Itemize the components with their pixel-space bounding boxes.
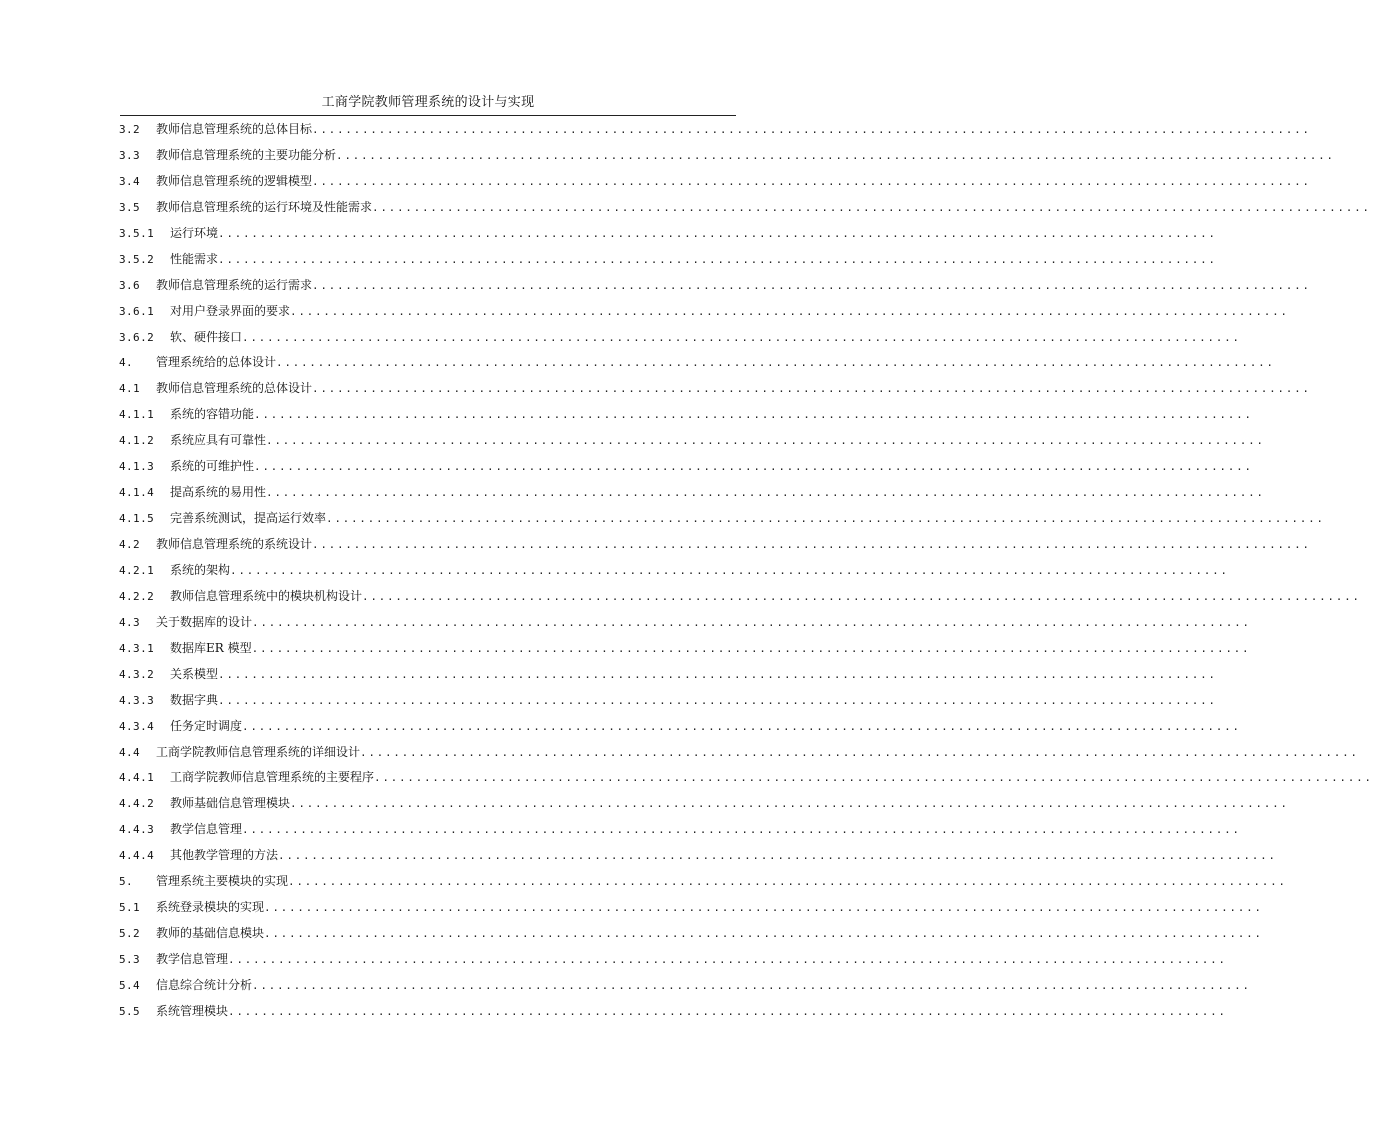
toc-entry-title: 教师信息管理系统的运行环境及性能需求	[156, 199, 373, 214]
toc-entry[interactable]	[119, 896, 1263, 922]
toc-entry-title: 系统应具有可靠性	[170, 433, 267, 448]
toc-entry-title: 运行环境	[170, 225, 219, 240]
toc-entry-title: 工商学院教师信息管理系统的详细设计	[156, 744, 361, 759]
toc-entry-number: 4.3	[119, 615, 141, 629]
toc-entry[interactable]	[119, 611, 1251, 637]
toc-entry-number: 3.6.2	[119, 330, 155, 344]
toc-dot-leader: ........................................................................................................................	[312, 382, 1311, 396]
toc-entry-title: 教师基础信息管理模块	[170, 796, 291, 811]
toc-entry-number: 5.3	[119, 953, 141, 966]
toc-entry-title: 信息综合统计分析	[156, 977, 253, 992]
toc-dot-leader: ........................................................................................................................	[242, 823, 1241, 837]
toc-entry-title: 教师信息管理系统的系统设计	[156, 537, 313, 551]
toc-entry-title: 数据库ER 模型	[170, 640, 252, 655]
toc-entry[interactable]	[119, 870, 1287, 896]
toc-entry-title: 教学信息管理	[170, 822, 243, 837]
toc-entry-number: 3.2	[119, 123, 141, 136]
toc-entry-title: 关于数据库的设计	[156, 614, 253, 629]
toc-entry-number: 3.5.1	[119, 226, 155, 240]
toc-entry-title: 任务定时调度	[170, 718, 243, 733]
toc-entry[interactable]	[119, 715, 1241, 741]
toc-entry[interactable]	[119, 689, 1217, 715]
toc-entry[interactable]	[119, 326, 1241, 352]
toc-entry-title: 教师信息管理系统的主要功能分析	[156, 147, 337, 162]
toc-dot-leader: ........................................................................................................................	[312, 123, 1311, 136]
toc-dot-leader: ........................................................................................................................	[264, 927, 1263, 941]
toc-dot-leader: ........................................................................................................................	[288, 875, 1287, 889]
toc-entry[interactable]	[119, 118, 1311, 144]
toc-dot-leader: ........................................................................................................................	[218, 226, 1217, 240]
toc-dot-leader: ........................................................................................................................	[290, 304, 1289, 318]
toc-entry-number: 4.1	[119, 382, 141, 396]
toc-entry[interactable]	[119, 663, 1217, 689]
toc-entry-title: 提高系统的易用性	[170, 485, 267, 500]
toc-dot-leader: ........................................................................................................................	[360, 745, 1359, 759]
toc-entry-title: 完善系统测试，提高运行效率	[170, 511, 327, 526]
toc-entry-title: 管理系统主要模块的实现	[156, 874, 289, 889]
toc-entry-title: 教师信息管理系统的总体目标	[156, 122, 313, 136]
toc-dot-leader: ........................................................................................................................	[312, 278, 1311, 292]
toc-dot-leader: ........................................................................................................................	[276, 356, 1275, 370]
toc-dot-leader: ........................................................................................................................	[242, 330, 1241, 344]
toc-entry-number: 4.3.3	[119, 693, 155, 707]
toc-dot-leader: ........................................................................................................................	[266, 486, 1265, 500]
toc-entry-number: 4.2	[119, 538, 141, 551]
toc-entry[interactable]	[119, 170, 1311, 196]
toc-dot-leader: ........................................................................................................................	[362, 589, 1361, 603]
toc-entry[interactable]	[119, 922, 1263, 948]
toc-entry-number: 4.1.1	[119, 408, 155, 422]
toc-entry-number: 4.	[119, 356, 134, 370]
toc-dot-leader: ........................................................................................................................	[254, 460, 1253, 474]
toc-entry[interactable]	[119, 248, 1217, 274]
toc-entry-number: 4.1.4	[119, 486, 155, 500]
toc-entry[interactable]	[119, 1000, 1227, 1026]
toc-dot-leader: ........................................................................................................................	[374, 771, 1373, 785]
toc-entry[interactable]	[119, 300, 1289, 326]
toc-entry-title: 教师信息管理系统的总体设计	[156, 381, 313, 396]
toc-entry-title: 对用户登录界面的要求	[170, 303, 291, 318]
toc-dot-leader: ........................................................................................................................	[251, 641, 1251, 655]
toc-entry[interactable]	[119, 144, 1335, 170]
toc-entry-title: 教师信息管理系统的运行需求	[156, 277, 313, 292]
toc-entry-number: 4.3.4	[119, 719, 155, 733]
toc-entry-number: 3.5.2	[119, 252, 155, 266]
toc-entry[interactable]	[119, 507, 1325, 533]
toc-entry-number: 5.2	[119, 927, 141, 941]
toc-dot-leader: ........................................................................................................................	[252, 615, 1251, 629]
toc-entry-number: 3.6	[119, 278, 141, 292]
toc-entry-title: 其他教学管理的方法	[170, 848, 279, 863]
toc-entry[interactable]	[119, 222, 1217, 248]
toc-entry[interactable]	[119, 637, 1251, 663]
toc-entry-title: 数据字典	[170, 692, 219, 707]
toc-dot-leader: ........................................................................................................................	[312, 174, 1311, 188]
toc-entry-number: 3.3	[119, 148, 141, 162]
toc-entry-number: 4.4	[119, 745, 141, 759]
toc-entry-number: 4.1.2	[119, 434, 155, 448]
toc-entry-number: 3.4	[119, 174, 141, 188]
toc-dot-leader: ........................................................................................................................	[218, 693, 1217, 707]
toc-dot-leader: ........................................................................................................................	[230, 563, 1229, 577]
document-title: 工商学院教师管理系统的设计与实现	[321, 95, 535, 110]
toc-dot-leader: ........................................................................................................................	[218, 667, 1217, 681]
toc-dot-leader: ........................................................................................................................	[326, 512, 1325, 526]
toc-entry-number: 4.3.1	[119, 641, 155, 655]
toc-entry[interactable]	[119, 792, 1289, 818]
toc-entry-title: 系统的可维护性	[170, 459, 255, 474]
running-header	[120, 93, 736, 116]
toc-entry[interactable]	[119, 533, 1311, 559]
toc-entry-number: 5.5	[119, 1004, 141, 1018]
toc-entry-title: 系统登录模块的实现	[156, 900, 265, 915]
toc-entry[interactable]	[119, 585, 1361, 611]
toc-entry-title: 管理系统给的总体设计	[156, 355, 277, 370]
toc-entry[interactable]	[119, 481, 1265, 507]
toc-dot-leader: ........................................................................................................................	[264, 901, 1263, 915]
toc-dot-leader: ........................................................................................................................	[266, 434, 1265, 448]
toc-entry[interactable]	[119, 429, 1265, 455]
toc-entry[interactable]	[119, 274, 1311, 300]
toc-entry[interactable]	[119, 974, 1251, 1000]
toc-entry-title: 系统管理模块	[156, 1003, 229, 1018]
toc-entry-number: 4.4.1	[119, 771, 155, 785]
toc-entry-number: 5.	[119, 875, 134, 889]
toc-entry-number: 4.4.2	[119, 797, 155, 811]
toc-entry[interactable]	[119, 818, 1241, 844]
toc-entry[interactable]	[119, 559, 1229, 585]
toc-entry-number: 4.3.2	[119, 667, 155, 681]
toc-entry-title: 系统的架构	[170, 562, 231, 577]
toc-entry[interactable]	[119, 403, 1253, 429]
toc-entry[interactable]	[119, 196, 1371, 222]
toc-entry-number: 4.1.3	[119, 460, 155, 474]
toc-entry-title: 性能需求	[170, 251, 219, 266]
toc-entry[interactable]	[119, 844, 1277, 870]
toc-entry-title: 系统的容错功能	[170, 407, 255, 422]
toc-entry-title: 教学信息管理	[156, 952, 229, 966]
toc-dot-leader: ........................................................................................................................	[242, 719, 1241, 733]
toc-entry[interactable]	[119, 377, 1311, 403]
toc-entry-title: 教师信息管理系统的逻辑模型	[156, 173, 313, 188]
toc-dot-leader: ........................................................................................................................	[228, 953, 1227, 966]
toc-entry-title: 工商学院教师信息管理系统的主要程序	[170, 770, 375, 785]
toc-dot-leader: ........................................................................................................................	[254, 408, 1253, 422]
toc-dot-leader: ........................................................................................................................	[312, 538, 1311, 551]
toc-entry[interactable]	[119, 766, 1373, 792]
toc-entry-title: 教师信息管理系统中的模块机构设计	[170, 588, 363, 603]
toc-entry-number: 4.4.3	[119, 823, 155, 837]
toc-entry-number: 3.6.1	[119, 304, 155, 318]
toc-entry-number: 4.4.4	[119, 849, 155, 863]
toc-dot-leader: ........................................................................................................................	[278, 849, 1277, 863]
toc-entry-number: 3.5	[119, 200, 141, 214]
toc-entry[interactable]	[119, 455, 1253, 481]
toc-dot-leader: ........................................................................................................................	[372, 200, 1371, 214]
table-of-contents	[119, 118, 1373, 1026]
toc-entry-number: 4.2.2	[119, 589, 155, 603]
toc-entry-title: 软、硬件接口	[170, 329, 243, 344]
toc-entry-title: 关系模型	[170, 666, 219, 681]
toc-entry[interactable]	[119, 351, 1275, 377]
toc-entry-number: 4.1.5	[119, 512, 155, 526]
toc-entry-title: 教师的基础信息模块	[156, 926, 265, 941]
toc-dot-leader: ........................................................................................................................	[336, 148, 1335, 162]
toc-dot-leader: ........................................................................................................................	[290, 797, 1289, 811]
toc-dot-leader: ........................................................................................................................	[218, 252, 1217, 266]
toc-entry-number: 5.4	[119, 978, 141, 992]
toc-entry[interactable]	[119, 948, 1227, 974]
toc-entry-number: 5.1	[119, 901, 141, 915]
toc-dot-leader: ........................................................................................................................	[228, 1004, 1227, 1018]
toc-dot-leader: ........................................................................................................................	[252, 978, 1251, 992]
toc-entry[interactable]	[119, 741, 1359, 767]
toc-entry-number: 4.2.1	[119, 563, 155, 577]
